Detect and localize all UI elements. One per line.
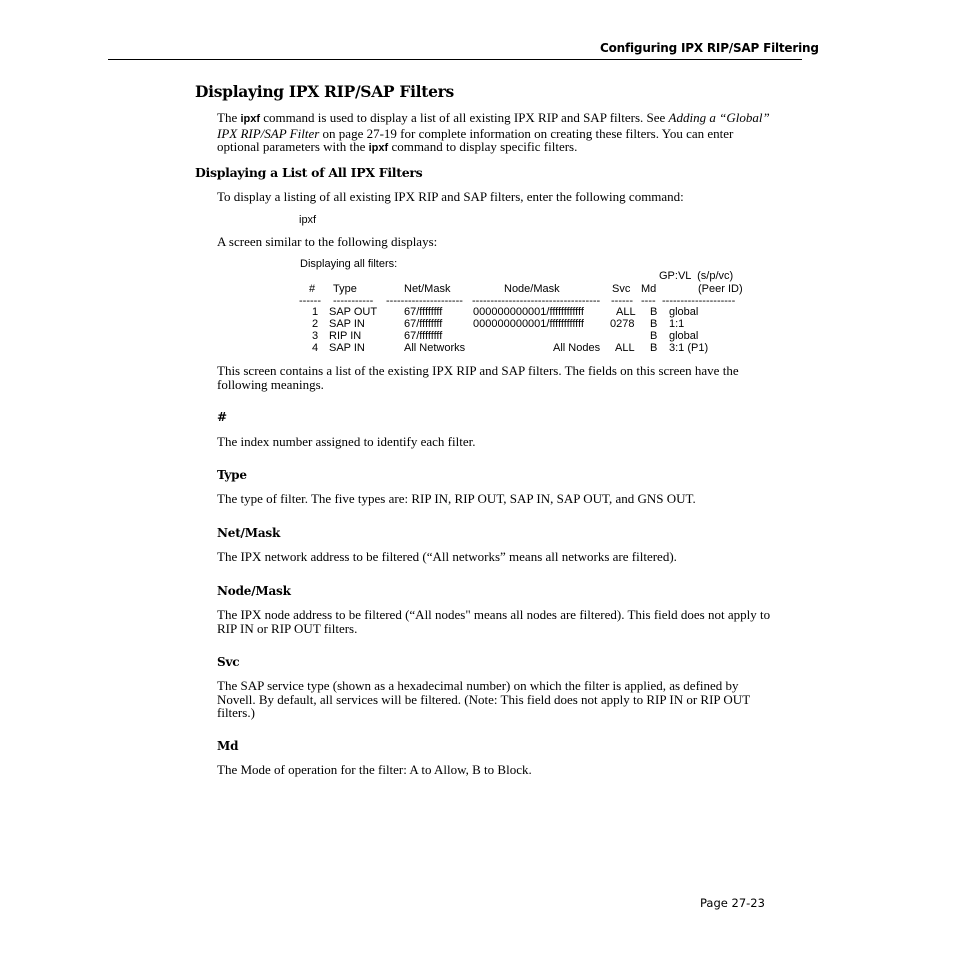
subsection-title: Displaying a List of All IPX Filters xyxy=(195,165,423,180)
col-header-type: Type xyxy=(333,283,357,295)
field-name-type: Type xyxy=(217,468,247,482)
dash-num: ------ xyxy=(299,295,321,307)
field-name-net: Net/Mask xyxy=(217,526,281,540)
dash-net: --------------------- xyxy=(386,295,463,307)
intro-text-2: command is used to display a list of all existing IPX RIP and SAP filters. See xyxy=(260,110,669,125)
field-desc-net: The IPX network address to be filtered (“All networks” means all networks are filtered). xyxy=(217,549,677,564)
row-1-net: 67/ffffffff xyxy=(404,306,443,318)
row-2-md: B xyxy=(650,318,658,330)
row-3-md: B xyxy=(650,330,658,342)
row-2-peer: 1:1 xyxy=(669,318,685,330)
intro-text-1: The xyxy=(217,110,241,125)
screen-intro: A screen similar to the following displays: xyxy=(217,234,438,249)
command-example: ipxf xyxy=(299,214,317,226)
dash-node: ----------------------------------- xyxy=(472,295,601,307)
row-1-node: 000000000001/ffffffffffff xyxy=(473,306,584,318)
page-number: Page 27-23 xyxy=(700,896,765,910)
col-header-svc: Svc xyxy=(612,283,631,295)
field-name-svc: Svc xyxy=(217,655,240,669)
row-3-net: 67/ffffffff xyxy=(404,330,443,342)
row-1-svc: ALL xyxy=(616,306,636,318)
field-desc-md: The Mode of operation for the filter: A to Allow, B to Block. xyxy=(217,762,532,777)
col-header-peer: (Peer ID) xyxy=(698,283,743,295)
dash-md: ---- xyxy=(641,295,656,307)
field-desc-type: The type of filter. The five types are: RIP IN, RIP OUT, SAP IN, SAP OUT, and GNS OUT. xyxy=(217,491,696,506)
dash-peer: -------------------- xyxy=(662,295,736,307)
running-header: Configuring IPX RIP/SAP Filtering xyxy=(600,41,819,55)
field-desc-num: The index number assigned to identify each filter. xyxy=(217,434,476,449)
row-3-peer: global xyxy=(669,330,699,342)
screen-title: Displaying all filters: xyxy=(300,258,398,270)
cross-reference: Adding a “Global” IPX RIP/SAP Filter xyxy=(217,110,770,141)
row-4-svc: ALL xyxy=(615,342,635,354)
row-4-type: SAP IN xyxy=(329,342,365,354)
row-4-peer: 3:1 (P1) xyxy=(669,342,709,354)
row-4-num: 4 xyxy=(312,342,319,354)
summary-paragraph: This screen contains a list of the existing IPX RIP and SAP filters. The fields on this screen have the following meanings. xyxy=(217,363,739,392)
field-desc-node: The IPX node address to be filtered (“All nodes" means all nodes are filtered). This field does not apply to RIP IN or RIP OUT filters. xyxy=(217,607,771,636)
row-1-md: B xyxy=(650,306,658,318)
intro-text-3: on page 27-19 for complete information on creating these filters. You can enter optional parameters with the xyxy=(217,125,734,154)
col-header-node: Node/Mask xyxy=(504,283,560,295)
col-header-md: Md xyxy=(641,283,657,295)
row-2-type: SAP IN xyxy=(329,318,365,330)
ipxf-command-ref-2: ipxf xyxy=(368,142,389,154)
row-2-num: 2 xyxy=(312,318,319,330)
lead-paragraph: To display a listing of all existing IPX RIP and SAP filters, enter the following command: xyxy=(217,189,684,204)
field-name-md: Md xyxy=(217,739,239,753)
row-4-md: B xyxy=(650,342,658,354)
section-title: Displaying IPX RIP/SAP Filters xyxy=(195,82,454,101)
row-2-net: 67/ffffffff xyxy=(404,318,443,330)
row-4-net: All Networks xyxy=(404,342,466,354)
row-4-node: All Nodes xyxy=(553,342,601,354)
row-1-peer: global xyxy=(669,306,699,318)
row-1-num: 1 xyxy=(312,306,319,318)
ipxf-command-ref: ipxf xyxy=(240,113,261,125)
intro-text-4: command to display specific filters. xyxy=(388,139,578,154)
col-header-net: Net/Mask xyxy=(404,283,451,295)
row-2-node: 000000000001/ffffffffffff xyxy=(473,318,584,330)
field-desc-svc: The SAP service type (shown as a hexadecimal number) on which the filter is applied, as defined by Novell. By default, all services will be filtered. (Note: This field does not apply to RIP IN or RIP OUT filters.) xyxy=(217,678,750,720)
row-2-svc: 0278 xyxy=(610,318,635,330)
dash-type: ----------- xyxy=(333,295,374,307)
row-3-type: RIP IN xyxy=(329,330,362,342)
field-name-num: # xyxy=(217,410,227,424)
field-name-node: Node/Mask xyxy=(217,584,291,598)
dash-svc: ------ xyxy=(611,295,633,307)
intro-paragraph xyxy=(217,111,777,156)
row-1-type: SAP OUT xyxy=(329,306,378,318)
col-header-num: # xyxy=(309,283,316,295)
header-rule xyxy=(108,59,802,60)
col-header-gpvl: GP:VL (s/p/vc) xyxy=(659,270,734,282)
row-3-num: 3 xyxy=(312,330,319,342)
